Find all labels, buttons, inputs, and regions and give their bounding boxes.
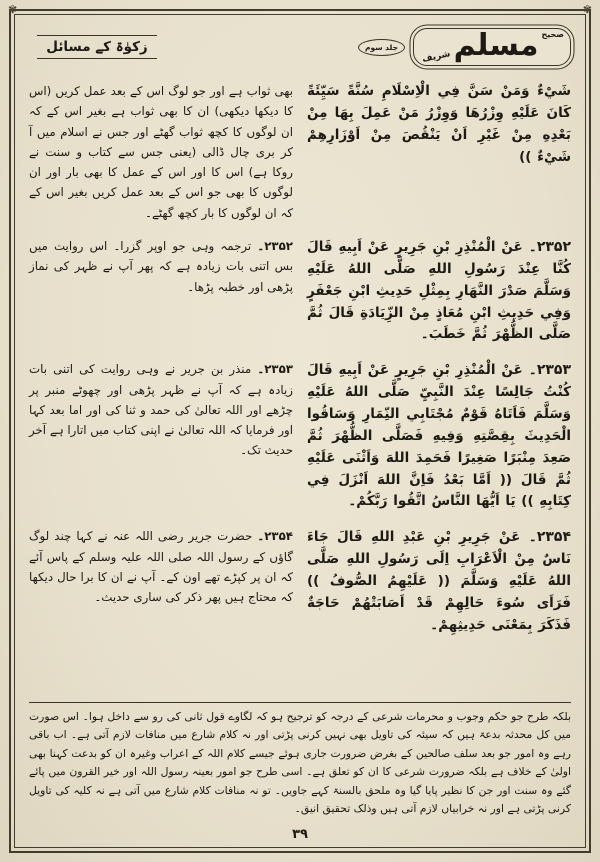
hadith-arabic bbox=[307, 359, 571, 513]
hadith-row bbox=[29, 526, 571, 636]
intro-urdu-text: بھی ثواب ہے اور جو لوگ اس کے بعد عمل کریں (اس کا دیکھا دیکھی) ان کا بھی ثواب ہے بغیر اس کے کہ ان لوگوں کا کچھ ثواب گھٹے اور جس نے اسلام میں آ کر بری چال ڈالی (یعنی جس سے کتاب و سنت نے روکا ہے) اس کا اور اس کے عمل کا بھی بار اور ان لوگوں کا بھی جو اس کے بعد عمل کریں بغیر اس کے کہ ان لوگوں کا بار کچھ گھٹے۔ bbox=[29, 84, 293, 220]
hadith-number: ۲۳۵۳۔ bbox=[257, 362, 294, 377]
title-cartouche bbox=[413, 28, 571, 66]
hadith-urdu-text: حضرت جریر رضی اللہ عنہ نے کہا چند لوگ گاؤں کے رسول اللہ صلی اللہ علیہ وسلم کے پاس آئے کہ ان پر کپڑے تھے اون کے۔ آپ نے ان کا برا حال دیکھا کہ محتاج ہیں پھر ذکر کی ساری حدیث۔ bbox=[29, 529, 293, 605]
book-title: مسلم bbox=[453, 28, 539, 64]
title-sahih: صحیح bbox=[541, 30, 564, 40]
hadith-arabic-text: عَنْ الْمُنْذِرِ بْنِ جَرِيرٍ عَنْ اَبِيهِ قَالَ كُنَّا عِنْدَ رَسُولِ اللهِ صَلَّى اللهُ عَلَيْهِ وَسَلَّمَ صَدْرَ النَّهَارِ بِمِثْلِ حَدِيثِ ابْنِ جَعْفَرٍ وَفِي حَدِيثِ ابْنِ مُعَاذٍ مِنْ الزِّيَادَةِ قَالَ ثُمَّ صَلَّى الظُّهْرَ ثُمَّ خَطَبَ۔ bbox=[307, 238, 571, 343]
hadith-number: ۲۳۵۲۔ bbox=[528, 238, 571, 255]
page-header bbox=[27, 19, 573, 75]
hadith-number: ۲۳۵۴۔ bbox=[528, 529, 571, 546]
footnote-text: بلکہ طرح جو حکم وجوب و محرمات شرعی کے درجہ کو ترجیح ہو کہ لگاوے قول ثانی کی رو سے داخل ہوا۔ اس صورت میں کل محدثہ بدعۃ ہیں کہ سیئہ کی تاویل بھی نہیں کرنی پڑتی اور نہ کلام شارع میں منافات لازم آتی ہے۔ اب باقی رہے وہ امور جو بعد سلف صالحین کے بغرض ضرورت جاری ہوئے جیسے کلام اللہ کے اعراب وغیرہ ان کو بدعت کہنا بھی اولیٰ کے خلاف ہے بلکہ ضرورت شرعی کا ان کو تعلق ہے۔ اسی طرح جو امور بعینہ رسول اللہ اور خیر القرون میں پائے گئے وہ سنت اور جن کا نظیر پایا گیا وہ ملحق بالسنۃ کہے جاویں۔ تو نہ منافات کلام شارع میں آتی ہے نہ کلیہ کی تاویل کرنی پڑتی ہے اور نہ خرابیاں لازم آتی ہیں وذلک تحقیق انیق۔ bbox=[29, 709, 571, 816]
section-rule-bottom bbox=[37, 58, 157, 59]
volume-badge: جلد سوم bbox=[358, 39, 405, 56]
hadith-urdu bbox=[29, 526, 293, 607]
hadith-row bbox=[29, 236, 571, 346]
hadith-content bbox=[27, 75, 573, 700]
hadith-arabic-text: عَنْ جَرِيرِ بْنِ عَبْدِ اللهِ قَالَ جَاءَ نَاسٌ مِنْ الْاَعْرَابِ اِلَى رَسُولِ اللهِ صَلَّى اللهُ عَلَيْهِ وَسَلَّمَ (( عَلَيْهِمُ الصُّوفُ )) فَرَاَى سُوءَ حَالِهِمْ قَدْ اَصَابَتْهُمْ حَاجَةٌ فَذَكَرَ بِمَعْنَى حَدِيثِهِمْ۔ bbox=[307, 529, 571, 633]
book-title-block bbox=[358, 25, 573, 69]
section-title: زکوٰۃ کے مسائل bbox=[46, 39, 148, 55]
hadith-urdu-text: ترجمہ وہی جو اوپر گزرا۔ اس روایت میں بس اتنی بات زیادہ ہے کہ پھر آپ نے ظہر کی نماز پڑھی اور خطبہ پڑھا۔ bbox=[29, 238, 293, 294]
corner-ornament-icon: ✾ bbox=[8, 3, 18, 16]
footnote-divider bbox=[29, 702, 571, 703]
hadith-arabic bbox=[307, 236, 571, 346]
corner-ornament-icon: ✾ bbox=[582, 3, 592, 16]
hadith-urdu bbox=[29, 359, 293, 460]
hadith-urdu bbox=[29, 236, 293, 297]
page-border-outer bbox=[9, 9, 591, 853]
hadith-number: ۲۳۵۳۔ bbox=[528, 362, 571, 379]
title-sharif: شریف bbox=[421, 48, 452, 65]
page-border-inner bbox=[14, 14, 586, 848]
hadith-number: ۲۳۵۴۔ bbox=[257, 529, 294, 544]
page-number: ۳۹ bbox=[292, 827, 308, 842]
section-title-block bbox=[33, 33, 161, 61]
hadith-arabic-text: عَنْ الْمُنْذِرِ بْنِ جَرِيرٍ عَنْ اَبِيهِ قَالَ كُنْتُ جَالِسًا عِنْدَ النَّبِيِّ صَلَّى اللهُ عَلَيْهِ وَسَلَّمَ فَاَتَاهُ قَوْمٌ مُجْتَابِي النِّمَارِ وَسَاقُوا الْحَدِيثَ بِقِصَّتِهِ وَفِيهِ فَصَلَّى الظُّهْرَ ثُمَّ صَعِدَ مِنْبَرًا صَغِيرًا فَحَمِدَ اللهَ وَاَثْنَى عَلَيْهِ ثُمَّ قَالَ (( اَمَّا بَعْدُ فَاِنَّ اللهَ اَنْزَلَ فِي كِتَابِهِ )) يَا اَيُّهَا النَّاسُ اتَّقُوا رَبَّكُمْ۔ bbox=[307, 362, 571, 510]
hadith-urdu-text: منذر بن جریر نے وہی روایت کی اتنی بات زیادہ ہے کہ آپ نے ظہر پڑھی اور چھوٹے منبر پر چڑھے اور اللہ تعالیٰ کی حمد و ثنا کی اور اما بعد کہا اور فرمایا کہ اللہ تعالیٰ نے اپنی کتاب میں اتارا ہے آخر حدیث تک۔ bbox=[29, 362, 293, 458]
hadith-number: ۲۳۵۲۔ bbox=[257, 238, 294, 253]
section-rule-top bbox=[37, 35, 157, 36]
intro-arabic-text: شَيْءٌ وَمَنْ سَنَّ فِي الْاِسْلَامِ سُنَّةً سَيِّئَةً كَانَ عَلَيْهِ وِزْرُهَا وَوِزْرُ مَنْ عَمِلَ بِهَا مِنْ بَعْدِهِ مِنْ غَيْرِ اَنْ يَنْقُصَ مِنْ اَوْزَارِهِمْ شَيْءٌ )) bbox=[307, 83, 571, 165]
intro-row bbox=[29, 81, 571, 223]
hadith-arabic bbox=[307, 526, 571, 636]
page-number-row bbox=[27, 819, 573, 843]
hadith-row bbox=[29, 359, 571, 513]
